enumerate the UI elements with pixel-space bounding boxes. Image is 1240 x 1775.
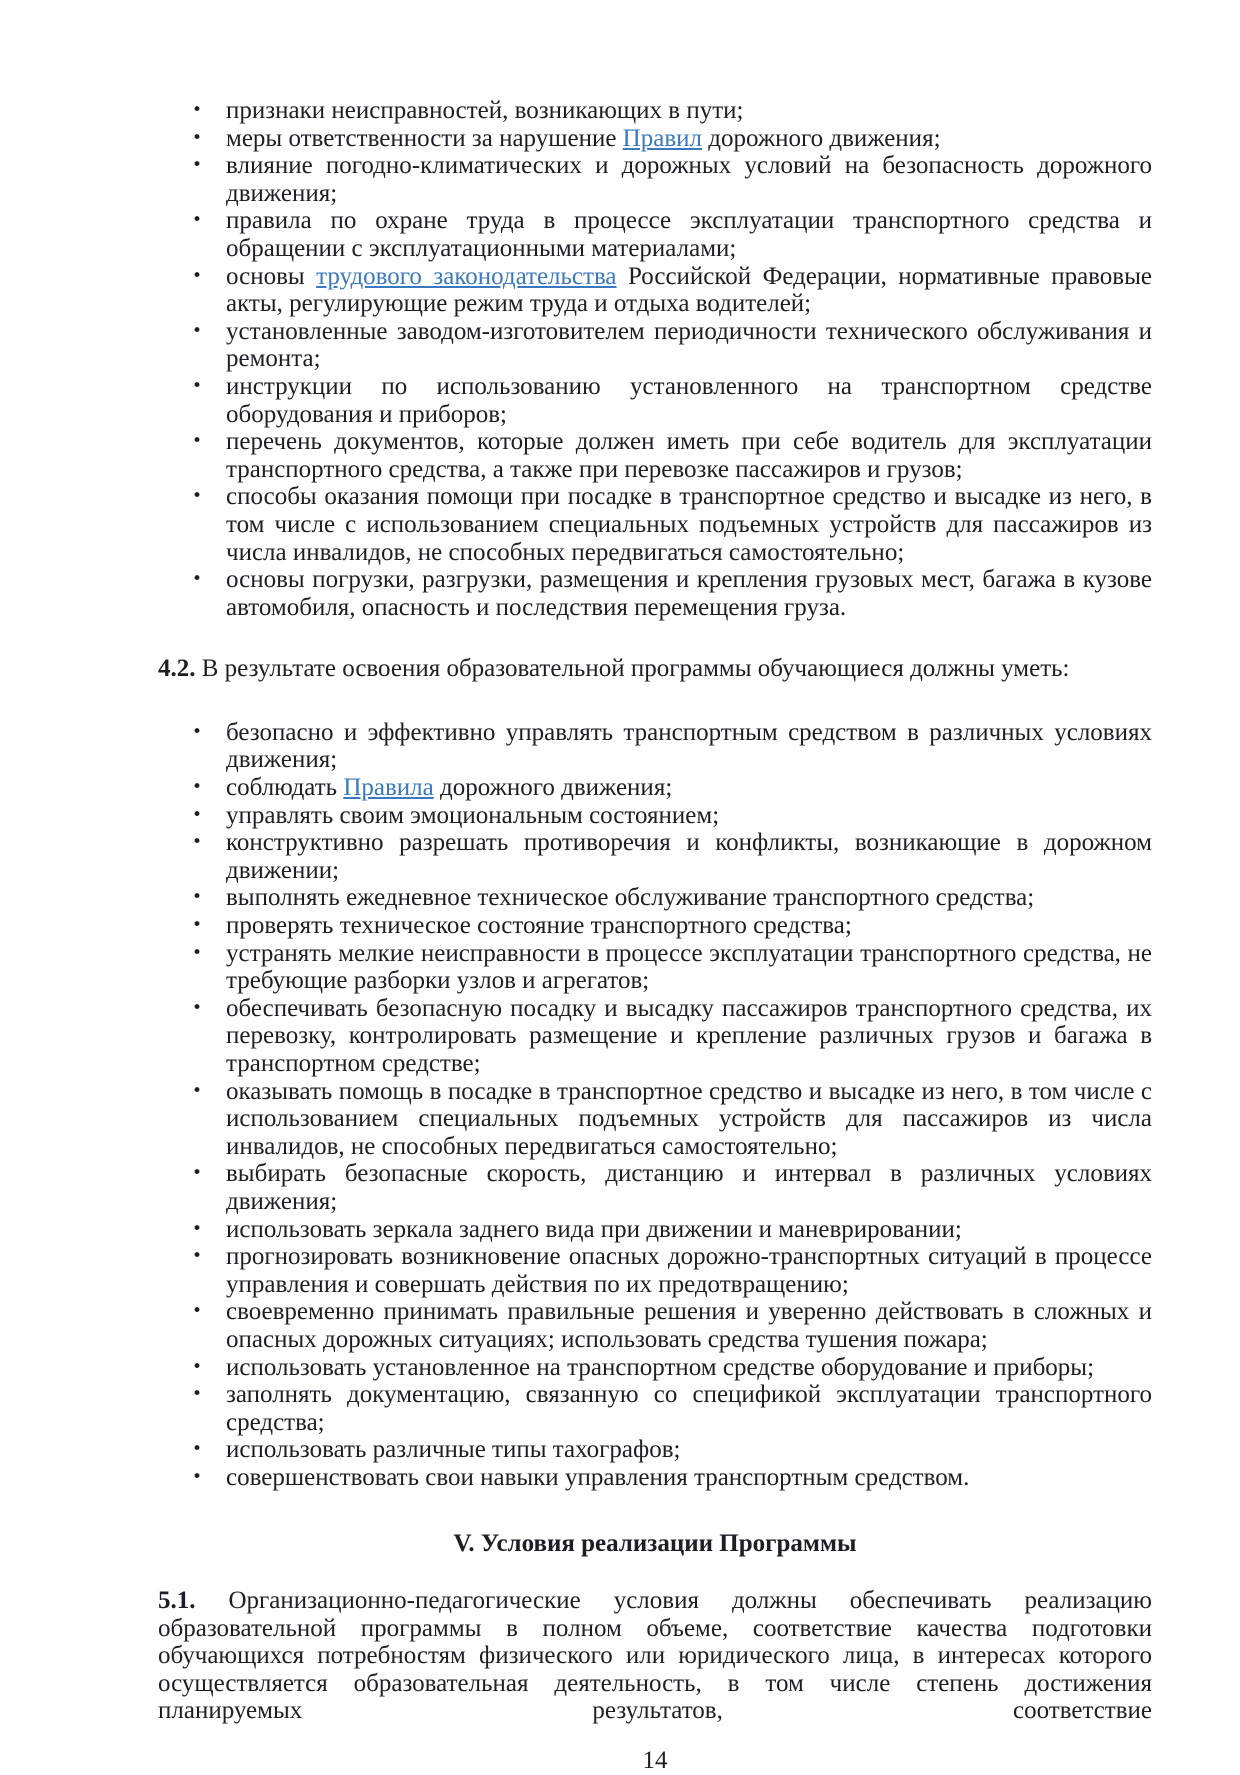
bullet-icon: • [192,486,203,507]
list-item [158,995,1152,1078]
bullet-icon: • [192,1301,203,1322]
list-item-text: правила по охране труда в процессе эксплуатации транспортного средства и обращении с эксплуатационными материалами; [226,207,1152,262]
list-item-text: использовать зеркала заднего вида при движении и маневрировании; [226,1215,962,1243]
list-item [158,97,1152,125]
list-item-text: прогнозировать возникновение опасных дорожно-транспортных ситуаций в процессе управления и совершать действия по их предотвращению; [226,1243,1152,1298]
list-item-text: основы погрузки, разгрузки, размещения и крепления грузовых мест, багажа в кузове автомобиля, опасность и последствия перемещения груза. [226,566,1152,621]
bullet-icon: • [192,915,203,936]
bullet-icon: • [192,997,203,1018]
list-item [158,1078,1152,1161]
list-item [158,912,1152,940]
bullet-icon: • [192,155,203,176]
list-item-text: перечень документов, которые должен иметь при себе водитель для эксплуатации транспортного средства, а также при перевозке пассажиров и грузов; [226,428,1152,483]
text-hyperlink[interactable]: трудового законодательства [316,262,617,290]
list-item [158,318,1152,373]
list-item-text: установленные заводом-изготовителем периодичности технического обслуживания и ремонта; [226,317,1152,373]
list-item [158,774,1152,802]
list-item-text: дорожного движения; [701,124,941,152]
bullet-icon: • [192,777,203,798]
list-item [158,829,1152,884]
list-item [158,483,1152,566]
list-item [158,152,1152,207]
list-item-text: инструкции по использованию установленного на транспортном средстве оборудования и приборов; [226,372,1152,428]
list-item [158,1243,1152,1298]
list-item [158,428,1152,483]
bullet-icon: • [192,942,203,963]
list-item [158,940,1152,995]
skills-list [158,719,1152,1492]
list-item [158,373,1152,428]
bullet-icon: • [192,431,203,452]
list-item-text: дорожного движения; [433,774,673,802]
list-item-text: использовать различные типы тахографов; [226,1436,681,1464]
list-item-text: конструктивно разрешать противоречия и конфликты, возникающие в дорожном движении; [226,829,1152,884]
list-item [158,802,1152,830]
bullet-icon: • [192,1466,203,1487]
section-heading: V. Условия реализации Программы [453,1529,857,1557]
paragraph-number: 5.1. [158,1587,196,1615]
bullet-icon: • [192,721,203,742]
bullet-icon: • [192,1163,203,1184]
bullet-icon: • [192,1356,203,1377]
paragraph-text: В результате освоения образовательной программы обучающиеся должны уметь: [195,655,1070,683]
list-item-text: признаки неисправностей, возникающих в пути; [226,97,744,124]
list-item-text: выполнять ежедневное техническое обслуживание транспортного средства; [226,884,1035,912]
bullet-icon: • [192,569,203,590]
bullet-icon: • [192,320,203,341]
text-hyperlink[interactable]: Правила [343,774,434,802]
bullet-icon: • [192,887,203,908]
bullet-icon: • [192,832,203,853]
bullet-icon: • [192,375,203,396]
list-item [158,1436,1152,1464]
list-item-text: способы оказания помощи при посадке в транспортное средство и высадке из него, в том числе с использованием специальных подъемных устройств для пассажиров из числа инвалидов, не способных передвигаться самостоятельно; [226,483,1152,566]
bullet-icon: • [192,1384,203,1405]
list-item-text: основы [226,262,317,290]
list-item-text: заполнять документацию, связанную со спецификой эксплуатации транспортного средства; [226,1381,1152,1436]
paragraph-text: Организационно-педагогические условия должны обеспечивать реализацию образовательной программы в полном объеме, соответствие качества подготовки обучающихся потребностям физического или юридического лица, в интересах которого осуществляется образовательная деятельность, в том числе степень достижения планируемых результатов, соответствие [158,1587,1152,1725]
list-item [158,884,1152,912]
list-item-text: выбирать безопасные скорость, дистанцию и интервал в различных условиях движения; [226,1160,1152,1215]
list-item [158,1216,1152,1244]
list-item-text: совершенствовать свои навыки управления транспортным средством. [226,1463,970,1491]
bullet-icon: • [192,1218,203,1239]
bullet-icon: • [192,804,203,825]
list-item [158,719,1152,774]
list-item-text: устранять мелкие неисправности в процессе эксплуатации транспортного средства, не требующие разборки узлов и агрегатов; [226,939,1152,995]
list-item-text: оказывать помощь в посадке в транспортное средство и высадке из него, в том числе с использованием специальных подъемных устройств для пассажиров из числа инвалидов, не способных передвигаться самостоятельно; [226,1077,1152,1160]
list-item [158,1464,1152,1492]
list-item-text: проверять техническое состояние транспортного средства; [226,912,852,940]
bullet-icon: • [192,127,203,148]
bullet-icon: • [192,1439,203,1460]
paragraph-5-1 [158,1587,1152,1725]
paragraph-number: 4.2. [158,655,196,683]
list-item [158,207,1152,262]
list-item-text: обеспечивать безопасную посадку и высадку пассажиров транспортного средства, их перевозку, контролировать размещение и крепление различных грузов и багажа в транспортном средстве; [226,994,1152,1077]
knowledge-list [158,97,1152,621]
list-item-text: Российской Федерации, нормативные правовые акты, регулирующие режим труда и отдыха водителей; [226,262,1153,318]
list-item [158,566,1152,621]
page-number: 14 [642,1747,668,1775]
list-item-text: соблюдать [226,774,344,802]
text-hyperlink[interactable]: Правил [622,124,702,152]
list-item-text: влияние погодно-климатических и дорожных условий на безопасность дорожного движения; [226,152,1152,207]
document-content [158,97,1152,1775]
list-item [158,1298,1152,1353]
bullet-icon: • [192,100,203,120]
bullet-icon: • [192,1246,203,1267]
list-item [158,1160,1152,1215]
list-item-text: меры ответственности за нарушение [226,124,623,152]
list-item [158,263,1152,318]
bullet-icon: • [192,265,203,286]
list-item-text: управлять своим эмоциональным состоянием; [226,801,720,829]
paragraph-4-2 [158,655,1152,683]
list-item-text: использовать установленное на транспортном средстве оборудование и приборы; [226,1353,1095,1381]
list-item [158,1381,1152,1436]
list-item [158,125,1152,153]
bullet-icon: • [192,210,203,231]
list-item-text: своевременно принимать правильные решения и уверенно действовать в сложных и опасных дорожных ситуациях; использовать средства тушения пожара; [226,1298,1152,1353]
bullet-icon: • [192,1080,203,1101]
list-item [158,1354,1152,1382]
list-item-text: безопасно и эффективно управлять транспортным средством в различных условиях движения; [226,718,1152,774]
